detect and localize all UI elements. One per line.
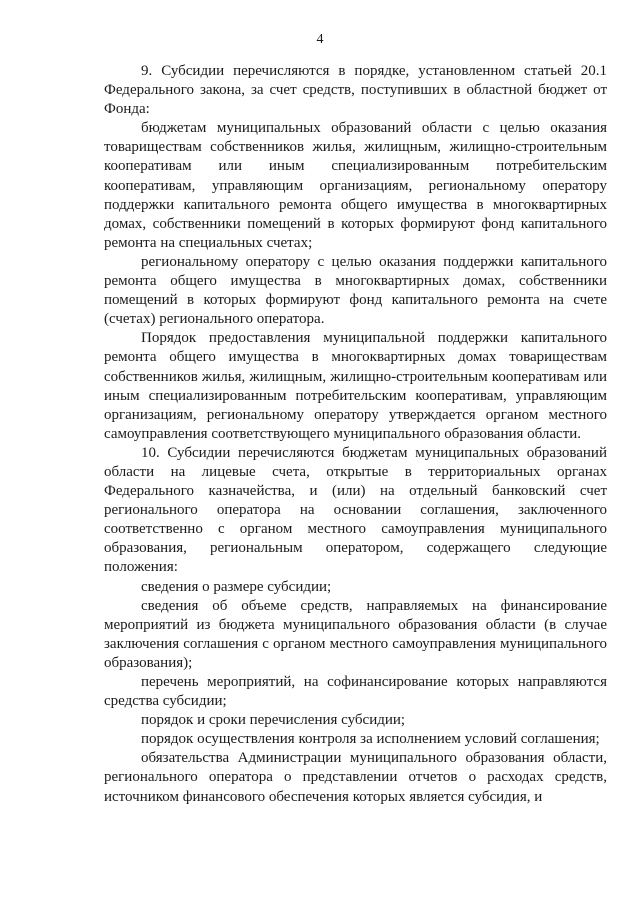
paragraph: сведения о размере субсидии; — [141, 578, 332, 595]
document-body — [104, 62, 607, 807]
paragraph: региональному оператору с целью оказания поддержки капитального ремонта общего имущества в многоквартирных домах, собственники помещений в которых формируют фонд капитального ремонта на счете (счетах) регионального оператора. — [104, 253, 607, 328]
paragraph: 10. Субсидии перечисляются бюджетам муниципальных образований области на лицевые счета, открытые в территориальных органах Федерального казначейства, и (или) на отдельный банковский счет регионального оператора на основании соглашения, заключенного соответственно с органом местного самоуправления муниципального образования, региональным оператором, содержащего следующие положения: — [104, 444, 607, 576]
paragraph: Порядок предоставления муниципальной поддержки капитального ремонта общего имущества в многоквартирных домах товариществам собственников жилья, жилищным, жилищно-строительным кооперативам или иным специализированным потребительским кооперативам, управляющим организациям, региональному оператору утверждается органом местного самоуправления соответствующего муниципального образования области. — [104, 330, 607, 442]
paragraph: порядок осуществления контроля за исполнением условий соглашения; — [141, 731, 600, 748]
paragraph: порядок и сроки перечисления субсидии; — [141, 712, 406, 729]
paragraph: обязательства Администрации муниципального образования области, регионального оператора о представлении отчетов о расходах средств, источником финансового обеспечения которых является субсидия, и — [104, 750, 607, 805]
paragraph: сведения об объеме средств, направляемых на финансирование мероприятий из бюджета муниципального образования области (в случае заключения соглашения с органом местного самоуправления муниципального образования); — [104, 597, 607, 671]
page-number: 4 — [316, 32, 324, 47]
paragraph: 9. Субсидии перечисляются в порядке, установленном статьей 20.1 Федерального закона, за счет средств, поступивших в областной бюджет от Фонда: — [104, 63, 607, 118]
paragraph: перечень мероприятий, на софинансирование которых направляются средства субсидии; — [104, 674, 607, 710]
paragraph: бюджетам муниципальных образований области с целью оказания товариществам собственников жилья, жилищным, жилищно-строительным кооперативам или иным специализированным потребительским кооперативам, управляющим организациям, региональному оператору поддержки капитального ремонта общего имущества в многоквартирных домах, собственники помещений в которых формируют фонд капитального ремонта на специальных счетах; — [104, 120, 607, 251]
